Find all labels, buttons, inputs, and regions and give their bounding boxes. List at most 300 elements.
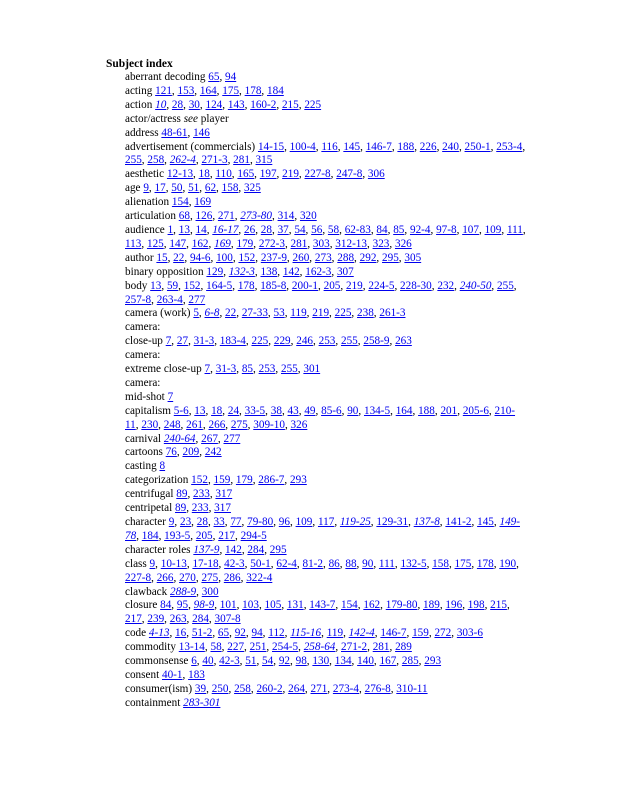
page-reference-link[interactable]: 76	[165, 446, 177, 459]
page-reference-link[interactable]: 253	[258, 363, 276, 376]
page-reference-link[interactable]: 160-2	[250, 98, 277, 111]
page-reference-link[interactable]: 94	[225, 71, 237, 83]
page-reference-link[interactable]: 90	[347, 404, 359, 417]
page-reference-link[interactable]: 111	[378, 557, 395, 570]
page-reference-link[interactable]: 90	[362, 557, 374, 570]
page-reference-link[interactable]: 92	[278, 655, 291, 668]
page-reference-link[interactable]: 109	[295, 516, 313, 528]
page-reference-link[interactable]: 184	[267, 84, 284, 97]
page-reference-link[interactable]: 219	[282, 168, 299, 181]
page-reference-link[interactable]: 284	[192, 613, 209, 626]
page-reference-link[interactable]: 261-3	[379, 307, 406, 320]
page-reference-link[interactable]: 86	[328, 557, 340, 570]
page-reference-link[interactable]: 225	[251, 335, 269, 348]
page-reference-link[interactable]: 121	[155, 84, 172, 97]
page-reference-link[interactable]: 146	[193, 126, 210, 139]
page-reference-link[interactable]: 271	[217, 210, 235, 223]
page-reference-link[interactable]: 119	[326, 627, 344, 640]
page-reference-link[interactable]: 89	[175, 502, 187, 515]
page-reference-link[interactable]: 143-7	[309, 599, 336, 612]
page-reference-link[interactable]: 188	[397, 140, 415, 153]
page-reference-link[interactable]: 273-80	[240, 210, 272, 223]
page-reference-link[interactable]: 239	[147, 613, 165, 626]
page-reference-link[interactable]: 185-8	[260, 279, 287, 292]
page-reference-link[interactable]: 255	[125, 154, 142, 167]
page-reference-link[interactable]: 9	[149, 557, 156, 570]
page-reference-link[interactable]: 320	[299, 210, 317, 223]
page-reference-link[interactable]: 261	[186, 418, 203, 431]
page-reference-link[interactable]: 219	[312, 307, 330, 320]
page-reference-link[interactable]: 277	[223, 432, 241, 445]
page-reference-link[interactable]: 209	[182, 446, 200, 459]
page-reference-link[interactable]: 310-11	[396, 682, 428, 695]
page-reference-link[interactable]: 293	[424, 655, 442, 668]
page-reference-link[interactable]: 285	[401, 655, 419, 668]
page-reference-link[interactable]: 10	[155, 98, 167, 111]
page-reference-link[interactable]: 89	[176, 488, 188, 501]
page-reference-link[interactable]: 31-3	[193, 335, 215, 348]
page-reference-link[interactable]: 227	[227, 641, 245, 654]
page-reference-link[interactable]: 13	[194, 404, 206, 417]
page-reference-link[interactable]: 275	[201, 571, 219, 584]
page-reference-link[interactable]: 300	[201, 585, 219, 598]
page-reference-link[interactable]: 95	[176, 599, 189, 612]
page-reference-link[interactable]: 5-6	[173, 404, 189, 417]
page-reference-link[interactable]: 17-18	[192, 557, 219, 570]
page-reference-link[interactable]: 178	[244, 84, 262, 97]
page-reference-link[interactable]: 14	[195, 223, 207, 236]
page-reference-link[interactable]: 263	[395, 335, 412, 348]
page-reference-link[interactable]: 238	[357, 307, 374, 320]
page-reference-link[interactable]: 134	[334, 655, 352, 668]
page-reference-link[interactable]: 146-7	[380, 627, 407, 640]
page-reference-link[interactable]: 200-1	[291, 279, 318, 292]
page-reference-link[interactable]: 295	[382, 251, 399, 264]
page-reference-link[interactable]: 184	[141, 529, 159, 542]
page-reference-link[interactable]: 13	[150, 279, 162, 292]
page-reference-link[interactable]: 33	[213, 516, 225, 528]
page-reference-link[interactable]: 7	[167, 390, 174, 403]
page-reference-link[interactable]: 58	[210, 641, 222, 654]
page-reference-link[interactable]: 250	[211, 682, 229, 695]
page-reference-link[interactable]: 27	[176, 335, 189, 348]
page-reference-link[interactable]: 162	[363, 599, 381, 612]
page-reference-link[interactable]: 125	[146, 237, 164, 250]
page-reference-link[interactable]: 96	[278, 516, 290, 528]
page-reference-link[interactable]: 26	[244, 223, 256, 236]
page-reference-link[interactable]: 23	[179, 516, 192, 528]
page-reference-link[interactable]: 227-8	[125, 571, 152, 584]
page-reference-link[interactable]: 143	[227, 98, 245, 111]
page-reference-link[interactable]: 251	[249, 641, 267, 654]
page-reference-link[interactable]: 164	[199, 84, 217, 97]
page-reference-link[interactable]: 129-31	[376, 516, 409, 528]
page-reference-link[interactable]: 240	[442, 140, 459, 153]
page-reference-link[interactable]: 16-17	[212, 223, 239, 236]
page-reference-link[interactable]: 42-3	[219, 655, 240, 668]
page-reference-link[interactable]: 264	[288, 682, 305, 695]
page-reference-link[interactable]: 179-80	[385, 599, 418, 612]
page-reference-link[interactable]: 281	[372, 641, 390, 654]
page-reference-link[interactable]: 205	[323, 279, 341, 292]
page-reference-link[interactable]: 48-61	[161, 126, 188, 139]
page-reference-link[interactable]: 15	[156, 251, 168, 264]
page-reference-link[interactable]: 178	[237, 279, 255, 292]
page-reference-link[interactable]: 141-2	[445, 516, 472, 528]
page-reference-link[interactable]: 240-64	[163, 432, 196, 445]
page-reference-link[interactable]: 283-301	[183, 696, 221, 709]
page-reference-link[interactable]: 178	[476, 557, 494, 570]
page-reference-link[interactable]: 138	[260, 265, 278, 278]
page-reference-link[interactable]: 92	[234, 627, 246, 640]
page-reference-link[interactable]: 112	[268, 627, 285, 640]
page-reference-link[interactable]: 263-4	[156, 293, 183, 306]
page-reference-link[interactable]: 267	[201, 432, 218, 445]
page-reference-link[interactable]: 293	[290, 474, 307, 487]
page-reference-link[interactable]: 228-30	[400, 279, 432, 292]
page-reference-link[interactable]: 303-6	[456, 627, 483, 640]
page-reference-link[interactable]: 307	[336, 265, 354, 278]
page-reference-link[interactable]: 288	[337, 251, 355, 264]
page-reference-link[interactable]: 232	[437, 279, 455, 292]
page-reference-link[interactable]: 198	[467, 599, 485, 612]
page-reference-link[interactable]: 179	[235, 474, 253, 487]
page-reference-link[interactable]: 137-8	[413, 516, 440, 528]
page-reference-link[interactable]: 326	[290, 418, 308, 431]
page-reference-link[interactable]: 98-9	[193, 599, 215, 612]
page-reference-link[interactable]: 225	[334, 307, 352, 320]
page-reference-link[interactable]: 105	[264, 599, 282, 612]
page-reference-link[interactable]: 31-3	[215, 363, 237, 376]
page-reference-link[interactable]: 164-5	[206, 279, 233, 292]
page-reference-link[interactable]: 9	[143, 182, 149, 195]
page-reference-link[interactable]: 7	[165, 335, 172, 348]
page-reference-link[interactable]: 165	[237, 168, 255, 181]
page-reference-link[interactable]: 301	[303, 363, 321, 376]
page-reference-link[interactable]: 142-4	[348, 627, 375, 640]
page-reference-link[interactable]: 62-83	[344, 223, 371, 236]
page-reference-link[interactable]: 129	[206, 265, 224, 278]
page-reference-link[interactable]: 227-8	[304, 168, 331, 181]
page-reference-link[interactable]: 175	[454, 557, 472, 570]
page-reference-link[interactable]: 253	[318, 335, 336, 348]
page-reference-link[interactable]: 230	[141, 418, 159, 431]
page-reference-link[interactable]: 16	[175, 627, 187, 640]
page-reference-link[interactable]: 162-3	[305, 265, 332, 278]
page-reference-link[interactable]: 132-3	[228, 265, 255, 278]
page-reference-link[interactable]: 196	[445, 599, 463, 612]
page-reference-link[interactable]: 305	[404, 251, 422, 264]
page-reference-link[interactable]: 42-3	[224, 557, 245, 570]
page-reference-link[interactable]: 226	[419, 140, 437, 153]
page-reference-link[interactable]: 40	[202, 655, 214, 668]
page-reference-link[interactable]: 43	[287, 404, 299, 417]
page-reference-link[interactable]: 51-2	[191, 627, 213, 640]
page-reference-link[interactable]: 323	[372, 237, 390, 250]
page-reference-link[interactable]: 271-2	[341, 641, 368, 654]
page-reference-link[interactable]: 22	[225, 307, 237, 320]
page-reference-link[interactable]: 257-8	[125, 293, 152, 306]
page-reference-link[interactable]: 6	[191, 655, 197, 668]
page-reference-link[interactable]: 109	[484, 223, 502, 236]
page-reference-link[interactable]: 132-5	[400, 557, 427, 570]
page-reference-link[interactable]: 28	[260, 223, 272, 236]
page-reference-link[interactable]: 152	[183, 279, 201, 292]
page-reference-link[interactable]: 154	[171, 196, 189, 209]
page-reference-link[interactable]: 39	[194, 682, 207, 695]
page-reference-link[interactable]: 255	[280, 363, 298, 376]
page-reference-link[interactable]: 273-4	[332, 682, 359, 695]
page-reference-link[interactable]: 137-9	[193, 543, 220, 556]
page-reference-link[interactable]: 258	[147, 154, 165, 167]
page-reference-link[interactable]: 253-4	[496, 140, 523, 153]
page-reference-link[interactable]: 8	[159, 460, 166, 473]
page-reference-link[interactable]: 134-5	[363, 404, 391, 417]
page-reference-link[interactable]: 92-4	[409, 223, 431, 236]
page-reference-link[interactable]: 281	[290, 237, 308, 250]
page-reference-link[interactable]: 183-4	[219, 335, 246, 348]
page-reference-link[interactable]: 4-13	[148, 627, 170, 640]
page-reference-link[interactable]: 22	[173, 251, 185, 264]
page-reference-link[interactable]: 7	[204, 363, 211, 376]
page-reference-link[interactable]: 131	[286, 599, 304, 612]
page-reference-link[interactable]: 84	[160, 599, 172, 612]
page-reference-link[interactable]: 62	[204, 182, 217, 195]
page-reference-link[interactable]: 271-3	[201, 154, 228, 167]
page-reference-link[interactable]: 54	[262, 655, 274, 668]
page-reference-link[interactable]: 225	[304, 98, 322, 111]
page-reference-link[interactable]: 219	[345, 279, 363, 292]
page-reference-link[interactable]: 188	[418, 404, 435, 417]
page-reference-link[interactable]: 260	[292, 251, 310, 264]
page-reference-link[interactable]: 255	[497, 279, 514, 292]
page-reference-link[interactable]: 152	[191, 474, 208, 487]
page-reference-link[interactable]: 68	[178, 210, 190, 223]
page-reference-link[interactable]: 210-11	[125, 404, 516, 431]
page-reference-link[interactable]: 14-15	[257, 140, 285, 153]
page-reference-link[interactable]: 97-8	[436, 223, 457, 236]
page-reference-link[interactable]: 59	[166, 279, 179, 292]
page-reference-link[interactable]: 77	[230, 516, 242, 528]
page-reference-link[interactable]: 240-50	[459, 279, 492, 292]
page-reference-link[interactable]: 81-2	[302, 557, 323, 570]
page-reference-link[interactable]: 179	[236, 237, 254, 250]
page-reference-link[interactable]: 145	[477, 516, 494, 528]
page-reference-link[interactable]: 217	[218, 529, 236, 542]
page-reference-link[interactable]: 215	[281, 98, 299, 111]
page-reference-link[interactable]: 117	[317, 516, 335, 528]
page-reference-link[interactable]: 100-4	[289, 140, 316, 153]
page-reference-link[interactable]: 164	[395, 404, 413, 417]
page-reference-link[interactable]: 270	[179, 571, 196, 584]
page-reference-link[interactable]: 159	[412, 627, 429, 640]
page-reference-link[interactable]: 85	[393, 223, 405, 236]
page-reference-link[interactable]: 146-7	[365, 140, 392, 153]
page-reference-link[interactable]: 51	[245, 655, 257, 668]
page-reference-link[interactable]: 233	[193, 488, 210, 501]
page-reference-link[interactable]: 119	[290, 307, 307, 320]
page-reference-link[interactable]: 50	[171, 182, 183, 195]
page-reference-link[interactable]: 303	[312, 237, 330, 250]
page-reference-link[interactable]: 317	[215, 488, 233, 501]
page-reference-link[interactable]: 85-6	[321, 404, 342, 417]
page-reference-link[interactable]: 322-4	[246, 571, 273, 584]
page-reference-link[interactable]: 317	[214, 502, 231, 515]
page-reference-link[interactable]: 286	[223, 571, 241, 584]
page-reference-link[interactable]: 237-9	[260, 251, 287, 264]
page-reference-link[interactable]: 224-5	[368, 279, 395, 292]
page-reference-link[interactable]: 100	[216, 251, 233, 264]
page-reference-link[interactable]: 27-33	[241, 307, 268, 320]
page-reference-link[interactable]: 88	[345, 557, 357, 570]
page-reference-link[interactable]: 51	[188, 182, 200, 195]
page-reference-link[interactable]: 153	[177, 84, 195, 97]
page-reference-link[interactable]: 107	[462, 223, 479, 236]
page-reference-link[interactable]: 84	[376, 223, 388, 236]
page-reference-link[interactable]: 315	[255, 154, 273, 167]
page-reference-link[interactable]: 119-25	[339, 516, 371, 528]
page-reference-link[interactable]: 307-8	[214, 613, 241, 626]
page-reference-link[interactable]: 159	[213, 474, 231, 487]
page-reference-link[interactable]: 33-5	[244, 404, 266, 417]
page-reference-link[interactable]: 169	[194, 196, 212, 209]
page-reference-link[interactable]: 54	[294, 223, 306, 236]
page-reference-link[interactable]: 215	[490, 599, 507, 612]
page-reference-link[interactable]: 111	[506, 223, 523, 236]
page-reference-link[interactable]: 266	[156, 571, 174, 584]
page-reference-link[interactable]: 50-1	[250, 557, 271, 570]
page-reference-link[interactable]: 13-14	[178, 641, 205, 654]
page-reference-link[interactable]: 17	[154, 182, 166, 195]
page-reference-link[interactable]: 116	[321, 140, 338, 153]
page-reference-link[interactable]: 205	[195, 529, 213, 542]
page-reference-link[interactable]: 193-5	[164, 529, 191, 542]
page-reference-link[interactable]: 326	[394, 237, 412, 250]
page-reference-link[interactable]: 262-4	[169, 154, 196, 167]
page-reference-link[interactable]: 306	[367, 168, 385, 181]
page-reference-link[interactable]: 152	[238, 251, 256, 264]
page-reference-link[interactable]: 276-8	[364, 682, 391, 695]
page-reference-link[interactable]: 197	[259, 168, 277, 181]
page-reference-link[interactable]: 254-5	[272, 641, 299, 654]
page-reference-link[interactable]: 325	[244, 182, 261, 195]
page-reference-link[interactable]: 169	[214, 237, 231, 250]
page-reference-link[interactable]: 147	[169, 237, 187, 250]
page-reference-link[interactable]: 205-6	[462, 404, 489, 417]
page-reference-link[interactable]: 79-80	[247, 516, 274, 528]
page-reference-link[interactable]: 12-13	[166, 168, 194, 181]
page-reference-link[interactable]: 258-64	[303, 641, 336, 654]
page-reference-link[interactable]: 167	[379, 655, 397, 668]
page-reference-link[interactable]: 28	[171, 98, 184, 111]
page-reference-link[interactable]: 140	[357, 655, 374, 668]
page-reference-link[interactable]: 277	[188, 293, 206, 306]
page-reference-link[interactable]: 126	[195, 210, 213, 223]
page-reference-link[interactable]: 18	[198, 168, 210, 181]
page-reference-link[interactable]: 149-78	[125, 516, 520, 542]
page-reference-link[interactable]: 260-2	[256, 682, 283, 695]
page-reference-link[interactable]: 113	[125, 237, 142, 250]
page-reference-link[interactable]: 217	[125, 613, 142, 626]
page-reference-link[interactable]: 13	[178, 223, 190, 236]
page-reference-link[interactable]: 9	[168, 516, 175, 528]
page-reference-link[interactable]: 229	[273, 335, 291, 348]
page-reference-link[interactable]: 309-10	[253, 418, 285, 431]
page-reference-link[interactable]: 162	[191, 237, 209, 250]
page-reference-link[interactable]: 158	[221, 182, 239, 195]
page-reference-link[interactable]: 175	[222, 84, 240, 97]
page-reference-link[interactable]: 62-4	[276, 557, 297, 570]
page-reference-link[interactable]: 65	[208, 71, 220, 83]
page-reference-link[interactable]: 65	[217, 627, 230, 640]
page-reference-link[interactable]: 263	[169, 613, 187, 626]
page-reference-link[interactable]: 49	[304, 404, 316, 417]
page-reference-link[interactable]: 10-13	[160, 557, 187, 570]
page-reference-link[interactable]: 247-8	[336, 168, 363, 181]
page-reference-link[interactable]: 154	[340, 599, 358, 612]
page-reference-link[interactable]: 24	[227, 404, 240, 417]
page-reference-link[interactable]: 189	[423, 599, 440, 612]
page-reference-link[interactable]: 284	[247, 543, 265, 556]
page-reference-link[interactable]: 37	[277, 223, 289, 236]
page-reference-link[interactable]: 233	[191, 502, 209, 515]
page-reference-link[interactable]: 258-9	[363, 335, 390, 348]
page-reference-link[interactable]: 258	[234, 682, 251, 695]
page-reference-link[interactable]: 272	[434, 627, 452, 640]
page-reference-link[interactable]: 289	[395, 641, 412, 654]
page-reference-link[interactable]: 158	[432, 557, 449, 570]
page-reference-link[interactable]: 145	[343, 140, 361, 153]
page-reference-link[interactable]: 94-6	[189, 251, 211, 264]
page-reference-link[interactable]: 124	[205, 98, 223, 111]
page-reference-link[interactable]: 98	[295, 655, 307, 668]
page-reference-link[interactable]: 292	[359, 251, 377, 264]
page-reference-link[interactable]: 273	[314, 251, 332, 264]
page-reference-link[interactable]: 312-13	[335, 237, 367, 250]
page-reference-link[interactable]: 94	[251, 627, 263, 640]
page-reference-link[interactable]: 103	[242, 599, 259, 612]
page-reference-link[interactable]: 288-9	[170, 585, 197, 598]
page-reference-link[interactable]: 266	[208, 418, 226, 431]
page-reference-link[interactable]: 53	[273, 307, 285, 320]
page-reference-link[interactable]: 40-1	[161, 668, 183, 681]
page-reference-link[interactable]: 6-8	[204, 307, 220, 320]
page-reference-link[interactable]: 286-7	[258, 474, 285, 487]
page-reference-link[interactable]: 28	[196, 516, 208, 528]
page-reference-link[interactable]: 38	[270, 404, 282, 417]
page-reference-link[interactable]: 294-5	[240, 529, 267, 542]
page-reference-link[interactable]: 18	[211, 404, 223, 417]
page-reference-link[interactable]: 248	[163, 418, 181, 431]
page-reference-link[interactable]: 142	[225, 543, 242, 556]
page-reference-link[interactable]: 295	[269, 543, 287, 556]
page-reference-link[interactable]: 58	[327, 223, 340, 236]
page-reference-link[interactable]: 101	[219, 599, 237, 612]
page-reference-link[interactable]: 314	[277, 210, 295, 223]
page-reference-link[interactable]: 30	[188, 98, 200, 111]
page-reference-link[interactable]: 5	[193, 307, 199, 320]
page-reference-link[interactable]: 281	[233, 154, 250, 167]
page-reference-link[interactable]: 246	[296, 335, 314, 348]
page-reference-link[interactable]: 110	[215, 168, 232, 181]
page-reference-link[interactable]: 271	[310, 682, 328, 695]
page-reference-link[interactable]: 255	[340, 335, 358, 348]
page-reference-link[interactable]: 242	[204, 446, 222, 459]
page-reference-link[interactable]: 142	[282, 265, 300, 278]
page-reference-link[interactable]: 1	[167, 223, 174, 236]
page-reference-link[interactable]: 201	[440, 404, 458, 417]
page-reference-link[interactable]: 56	[311, 223, 323, 236]
